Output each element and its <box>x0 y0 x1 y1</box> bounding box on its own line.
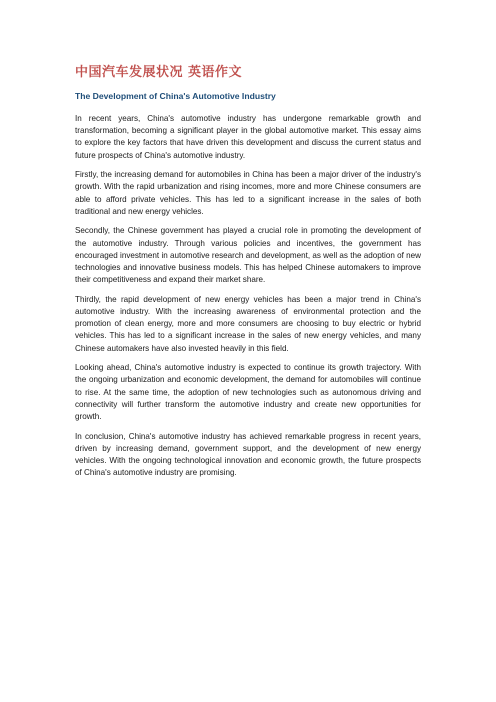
paragraph-looking-ahead: Looking ahead, China's automotive industry is expected to continue its growth trajectory. With the ongoing urbanization and economic development, the demand for automobiles will continue to rise. At the same time, the adoption of new technologies such as autonomous driving and connectivity will further transform the automotive industry and create new opportunities for growth. <box>75 363 421 422</box>
paragraph-firstly: Firstly, the increasing demand for automobiles in China has been a major driver of the industry's growth. With the rapid urbanization and rising incomes, more and more Chinese consumers are able to afford private vehicles. This has led to a significant increase in the sales of both traditional and new energy vehicles. <box>75 170 421 216</box>
document-page <box>75 64 421 487</box>
paragraph-intro: In recent years, China's automotive industry has undergone remarkable growth and transformation, becoming a significant player in the global automotive market. This essay aims to explore the key factors that have driven this development and discuss the current status and future prospects of China's automotive industry. <box>75 114 421 160</box>
document-subtitle: The Development of China's Automotive Industry <box>75 91 276 101</box>
document-title: 中国汽车发展状况 英语作文 <box>75 65 243 80</box>
paragraph-thirdly: Thirdly, the rapid development of new energy vehicles has been a major trend in China's automotive industry. With the increasing awareness of environmental protection and the promotion of clean energy, more and more consumers are choosing to buy electric or hybrid vehicles. This has led to a significant increase in the sales of new energy vehicles, and many Chinese automakers have also invested heavily in this field. <box>75 294 421 353</box>
paragraph-conclusion: In conclusion, China's automotive industry has achieved remarkable progress in recent years, driven by increasing demand, government support, and the development of new energy vehicles. With the ongoing technological innovation and economic growth, the future prospects of China's automotive industry are promising. <box>75 431 421 478</box>
paragraph-secondly: Secondly, the Chinese government has played a crucial role in promoting the development of the automotive industry. Through various policies and incentives, the government has encouraged investment in automotive research and development, as well as the adoption of new technologies and innovative business models. This has helped Chinese automakers to improve their competitiveness and expand their market share. <box>75 226 421 285</box>
